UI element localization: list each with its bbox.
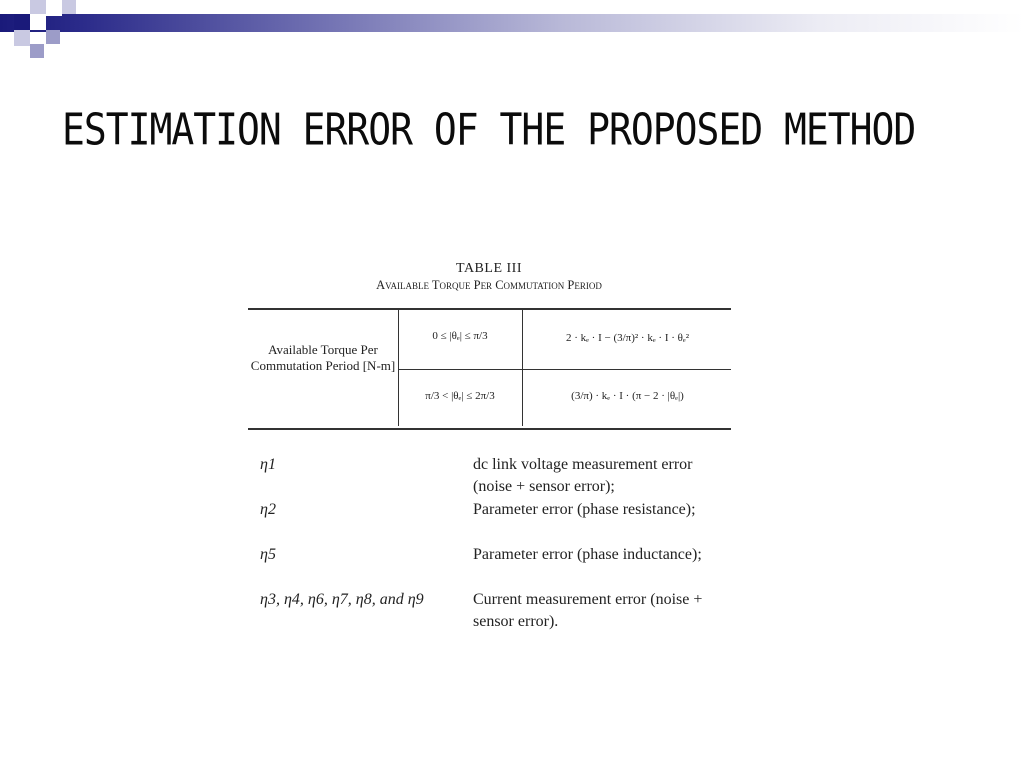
table-expression-1: 2 · kₑ · I − (3/π)² · kₑ · I · θₑ² (565, 332, 690, 344)
table-range-2: π/3 < |θₑ| ≤ 2π/3 (425, 390, 495, 402)
table-caption (248, 260, 730, 294)
legend-item (258, 497, 728, 542)
torque-table (248, 308, 731, 430)
decor-square-light (46, 0, 62, 16)
legend-description: Current measurement error (noise + sensor error). (473, 591, 703, 630)
error-legend (258, 452, 728, 632)
legend-description: Parameter error (phase inductance); (473, 546, 702, 563)
table-divider (398, 310, 399, 426)
table-expression-2: (3/π) · kₑ · I · (π − 2 · |θₑ|) (571, 390, 684, 402)
decor-square-white (30, 14, 46, 30)
table-number: TABLE III (456, 261, 522, 276)
legend-symbol: η2 (260, 501, 276, 518)
legend-item (258, 452, 728, 497)
table-divider (398, 369, 731, 370)
legend-symbol: η1 (260, 456, 276, 473)
decor-square-mid (30, 44, 44, 58)
decor-square-dark (14, 14, 30, 30)
legend-item (258, 542, 728, 587)
decor-square-mid (46, 30, 60, 44)
table-name: Available Torque Per Commutation Period (376, 278, 602, 292)
header-gradient-bar (0, 14, 1024, 32)
legend-symbol: η5 (260, 546, 276, 563)
decor-square-light (14, 30, 30, 46)
table-range-1: 0 ≤ |θₑ| ≤ π/3 (432, 330, 488, 342)
legend-symbol: η3, η4, η6, η7, η8, and η9 (260, 591, 424, 608)
table-row-label: Available Torque Per Commutation Period [N-m] (250, 342, 396, 373)
table-divider (522, 310, 523, 426)
legend-description: dc link voltage measurement error (noise + sensor error); (473, 456, 693, 495)
slide-title: ESTIMATION ERROR OF THE PROPOSED METHOD (62, 104, 916, 155)
decor-square-light (62, 0, 76, 14)
legend-description: Parameter error (phase resistance); (473, 501, 696, 518)
legend-item (258, 587, 728, 632)
